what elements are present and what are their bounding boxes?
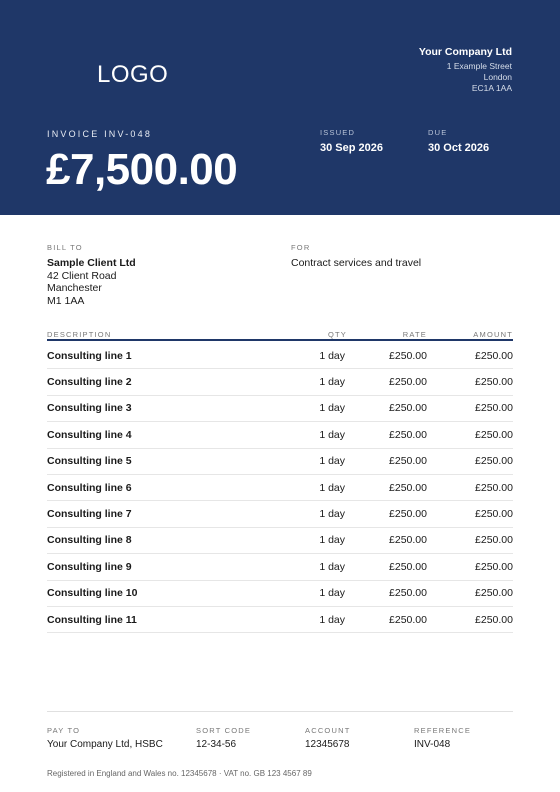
item-description: Consulting line 8 (47, 534, 132, 547)
table-row (47, 422, 513, 448)
item-qty: 1 day (319, 587, 345, 600)
item-rate: £250.00 (389, 508, 427, 521)
item-description: Consulting line 11 (47, 613, 137, 626)
due-date: 30 Oct 2026 (428, 142, 490, 154)
table-row (47, 396, 513, 422)
item-qty: 1 day (319, 613, 345, 626)
issued-label: ISSUED (320, 128, 356, 137)
for-description: Contract services and travel (291, 257, 422, 269)
table-row (47, 528, 513, 554)
item-amount: £250.00 (475, 508, 513, 521)
issued-date: 30 Sep 2026 (320, 142, 383, 154)
item-rate: £250.00 (389, 376, 427, 389)
item-description: Consulting line 9 (47, 560, 132, 573)
item-qty: 1 day (319, 428, 345, 441)
reference-label: REFERENCE (414, 726, 472, 735)
item-rate: £250.00 (389, 455, 427, 468)
item-qty: 1 day (319, 349, 345, 362)
item-amount: £250.00 (475, 349, 513, 362)
invoice-number: INVOICE INV-048 (47, 129, 153, 139)
table-row (47, 369, 513, 395)
company-address-line: 1 Example Street (446, 61, 512, 71)
item-description: Consulting line 3 (47, 402, 132, 415)
rate-header: RATE (402, 330, 427, 339)
bill-to-label: BILL TO (47, 243, 83, 252)
item-qty: 1 day (319, 534, 345, 547)
item-amount: £250.00 (475, 560, 513, 573)
company-name: Your Company Ltd (418, 46, 512, 58)
footer-divider (47, 711, 513, 712)
item-amount: £250.00 (475, 455, 513, 468)
item-qty: 1 day (319, 376, 345, 389)
sort-code-label: SORT CODE (196, 726, 252, 735)
due-date-block (428, 128, 489, 154)
table-row (47, 581, 513, 607)
item-description: Consulting line 4 (47, 428, 132, 441)
company-logo: LOGO (97, 61, 169, 88)
table-row (47, 607, 513, 633)
item-rate: £250.00 (389, 613, 427, 626)
company-info (419, 46, 512, 94)
item-amount: £250.00 (475, 587, 513, 600)
table-row (47, 554, 513, 580)
due-label: DUE (428, 128, 448, 137)
registration-note: Registered in England and Wales no. 12345678 · VAT no. GB 123 4567 89 (47, 769, 312, 778)
account-value: 12345678 (305, 739, 350, 750)
pay-to-block (47, 726, 163, 750)
item-description: Consulting line 5 (47, 455, 132, 468)
client-address-line: Manchester (47, 282, 102, 294)
sort-code-value: 12-34-56 (196, 739, 237, 750)
reference-value: INV-048 (414, 739, 451, 750)
table-row (47, 449, 513, 475)
item-rate: £250.00 (389, 349, 427, 362)
pay-to-value: Your Company Ltd, HSBC (47, 739, 163, 750)
item-qty: 1 day (319, 481, 345, 494)
table-body (47, 343, 513, 633)
for-label: FOR (291, 243, 311, 252)
item-description: Consulting line 6 (47, 481, 132, 494)
for-section (291, 243, 421, 270)
client-name: Sample Client Ltd (47, 257, 136, 269)
item-description: Consulting line 1 (47, 349, 132, 362)
line-items-table (47, 330, 513, 633)
company-address-line: EC1A 1AA (471, 83, 512, 93)
item-rate: £250.00 (389, 534, 427, 547)
item-description: Consulting line 7 (47, 508, 132, 521)
bill-to-section (47, 243, 136, 307)
item-rate: £250.00 (389, 402, 427, 415)
invoice-header (0, 0, 560, 215)
item-description: Consulting line 10 (47, 587, 138, 600)
table-row (47, 475, 513, 501)
item-qty: 1 day (319, 508, 345, 521)
item-amount: £250.00 (475, 376, 513, 389)
item-amount: £250.00 (475, 534, 513, 547)
item-rate: £250.00 (389, 560, 427, 573)
table-row (47, 501, 513, 527)
client-address-line: M1 1AA (47, 294, 85, 307)
account-label: ACCOUNT (305, 726, 351, 735)
item-rate: £250.00 (389, 481, 427, 494)
amount-header: AMOUNT (473, 330, 513, 339)
item-qty: 1 day (319, 455, 345, 468)
issued-date-block (320, 128, 383, 154)
table-row (47, 343, 513, 369)
item-description: Consulting line 2 (47, 376, 132, 389)
item-rate: £250.00 (389, 587, 427, 600)
table-header (47, 330, 513, 341)
account-block (305, 726, 350, 750)
client-address-line: 42 Client Road (47, 269, 117, 282)
item-qty: 1 day (319, 402, 345, 415)
qty-header: QTY (327, 330, 347, 339)
reference-block (414, 726, 471, 750)
description-header: DESCRIPTION (47, 330, 112, 339)
item-amount: £250.00 (475, 481, 513, 494)
item-rate: £250.00 (389, 428, 427, 441)
item-amount: £250.00 (475, 613, 513, 626)
invoice-total: £7,500.00 (46, 145, 238, 194)
item-qty: 1 day (319, 560, 345, 573)
company-address-line: London (483, 72, 512, 82)
pay-to-label: PAY TO (47, 726, 81, 735)
item-amount: £250.00 (475, 428, 513, 441)
item-amount: £250.00 (475, 402, 513, 415)
sort-code-block (196, 726, 251, 750)
